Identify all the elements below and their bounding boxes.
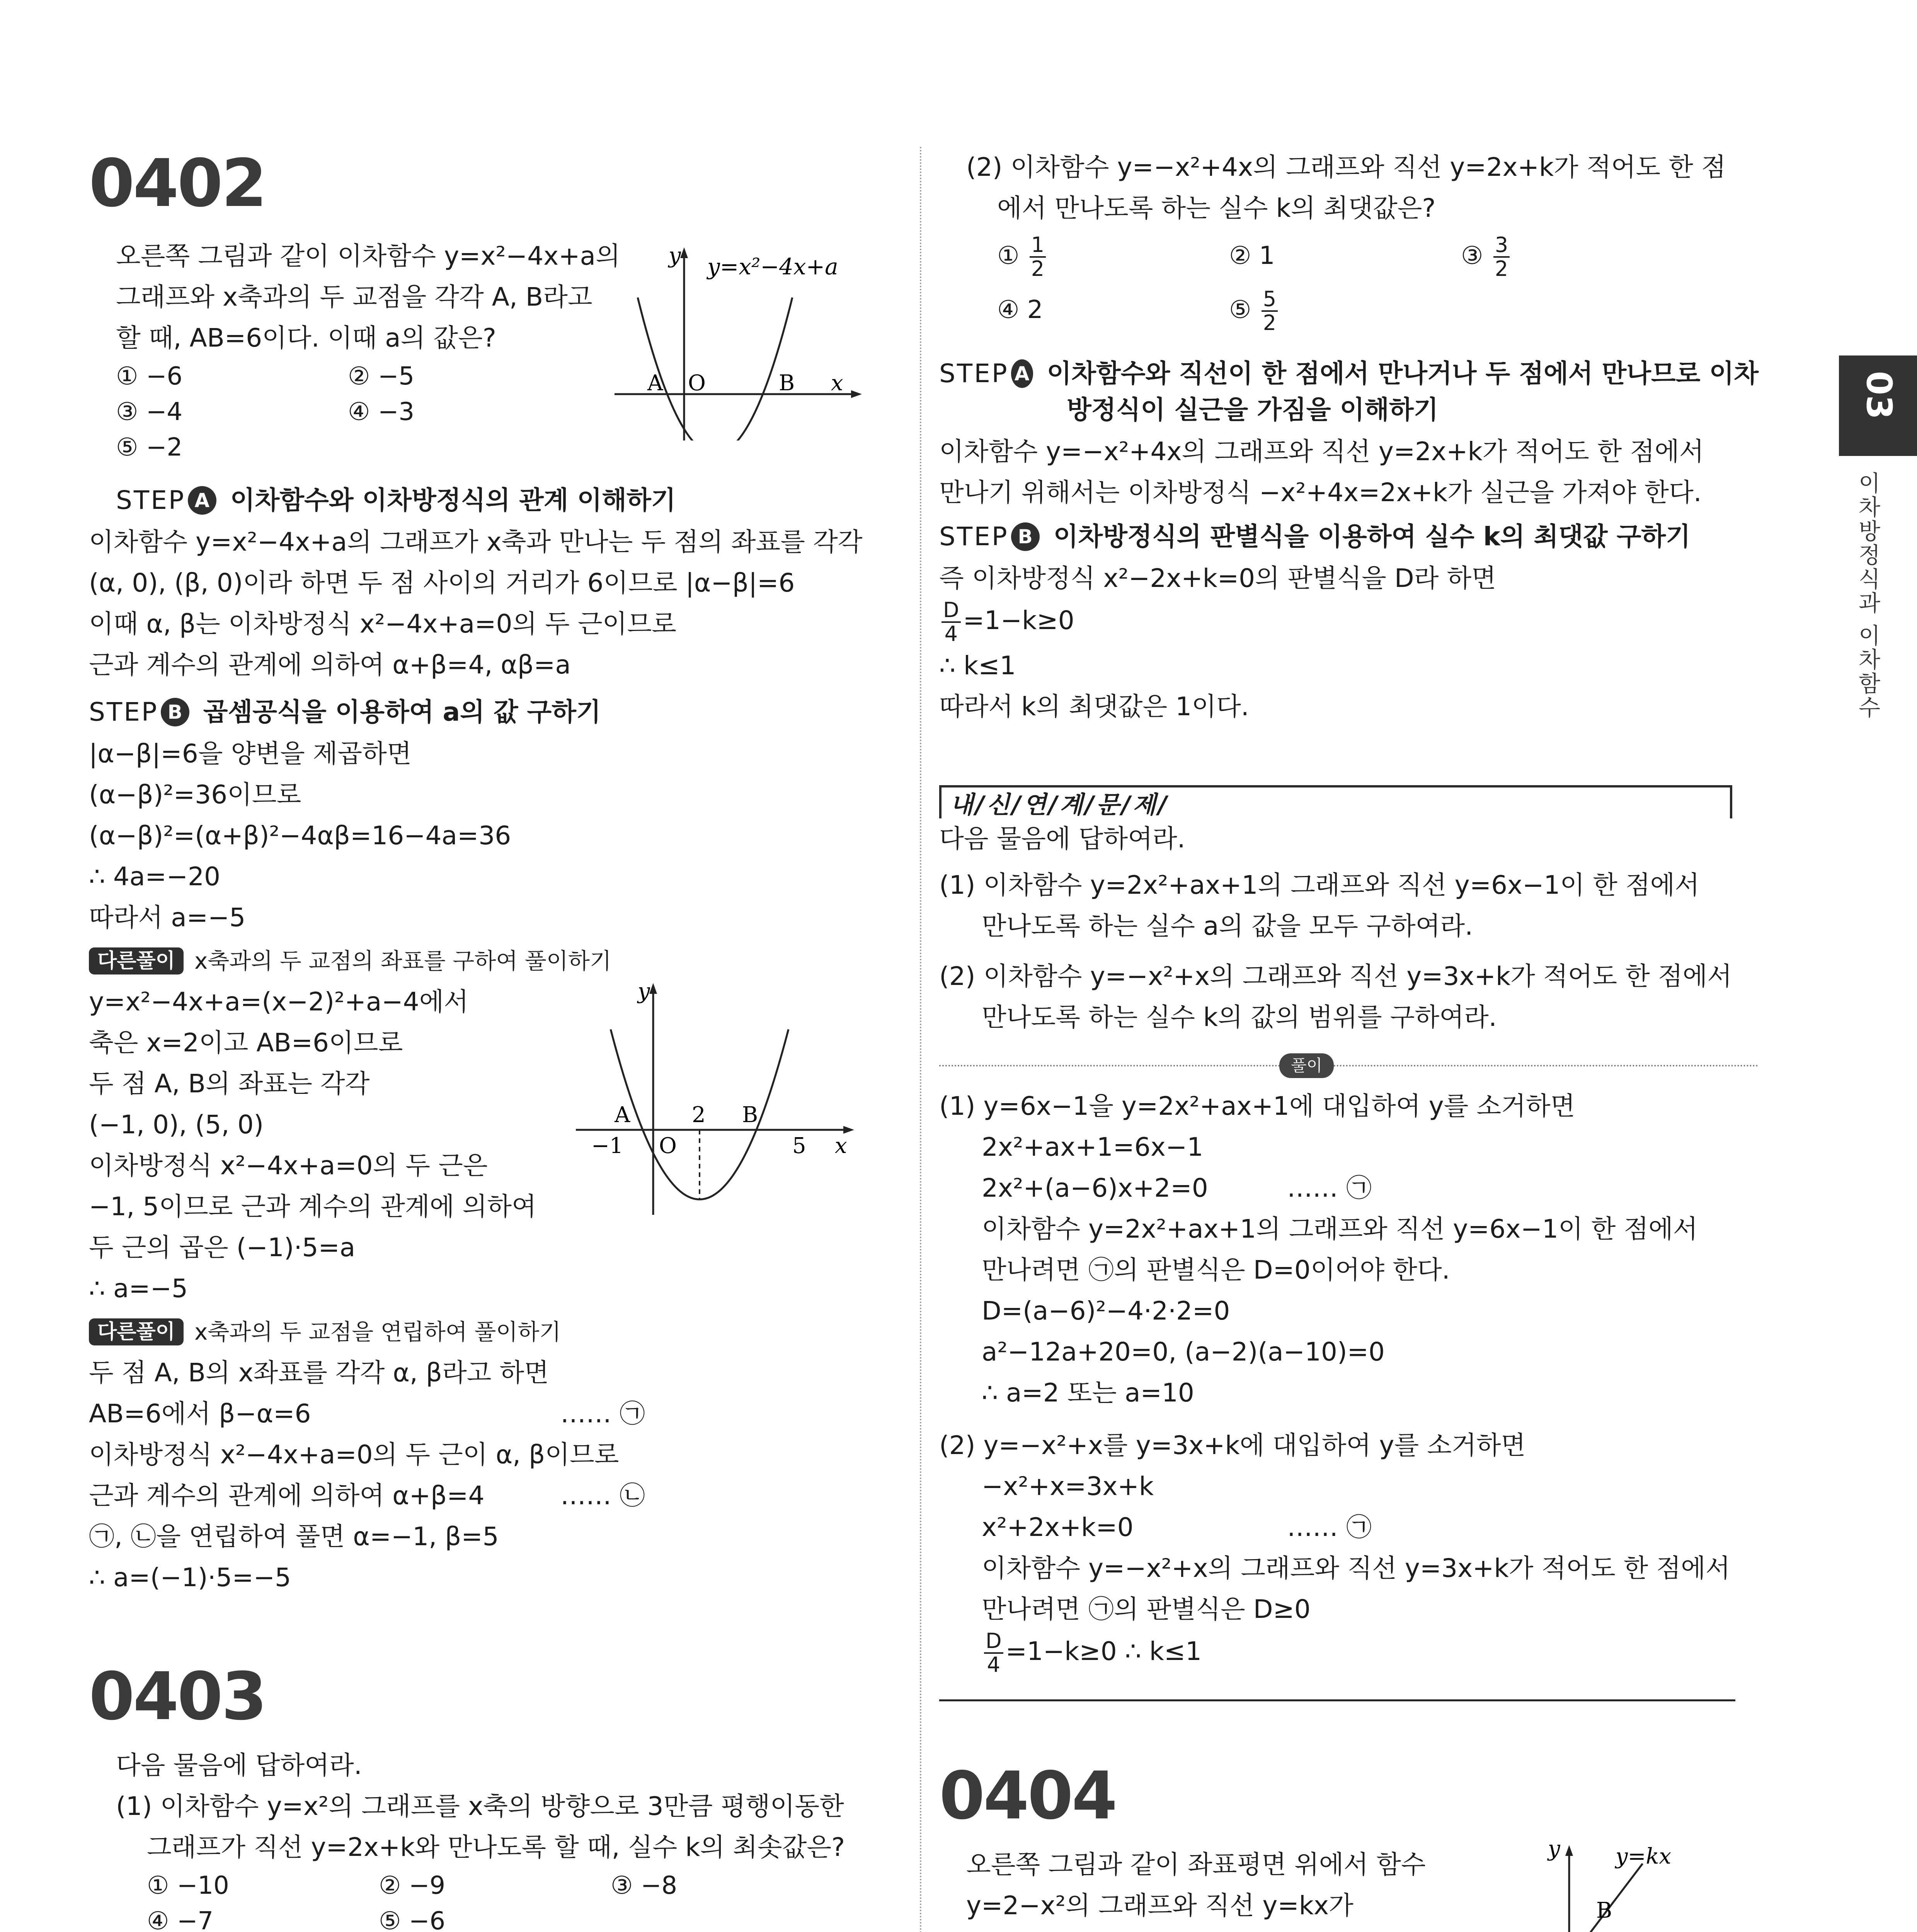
question-line: 그래프와 x축과의 두 교점을 각각 A, B라고 [116, 282, 592, 312]
solution-line: 만나려면 ㉠의 판별식은 D≥0 [982, 1594, 1311, 1624]
solution-line: AB=6에서 β−α=6 …… ㉠ [89, 1399, 645, 1429]
curve-label: y=x²−4x+a [707, 253, 838, 280]
y-axis-label: y [669, 243, 681, 268]
step-heading-cont: 방정식이 실근을 가짐을 이해하기 [1067, 395, 1439, 425]
question-line: (1) 이차함수 y=x²의 그래프를 x축의 방향으로 3만큼 평행이동한 [116, 1791, 844, 1821]
solution-line: −1, 5이므로 근과 계수의 관계에 의하여 [89, 1192, 536, 1221]
step-b-0403-2 [939, 515, 1759, 727]
y-axis-label: y [638, 979, 650, 1004]
choice[interactable]: ④ −3 [348, 398, 415, 426]
solution-line: y=x²−4x+a=(x−2)²+a−4에서 [89, 987, 469, 1017]
line-label: y=kx [1616, 1844, 1672, 1869]
naesin-box [939, 785, 1759, 1676]
solution-line: (2) y=−x²+x를 y=3x+k에 대입하여 y를 소거하면 [939, 1430, 1526, 1460]
choice[interactable]: ① −6 [116, 362, 183, 391]
solution-line: (−1, 0), (5, 0) [89, 1110, 264, 1139]
origin-label: O [659, 1133, 677, 1158]
step-heading: STEP A 이차함수와 직선이 한 점에서 만나거나 두 점에서 만나므로 이차 [939, 359, 1759, 388]
step-heading: STEP B 곱셈공식을 이용하여 a의 값 구하기 [89, 697, 601, 727]
step-heading: STEP B 이차방정식의 판별식을 이용하여 실수 k의 최댓값 구하기 [939, 522, 1691, 551]
solution-line: D=(a−6)²−4·2·2=0 [982, 1296, 1230, 1326]
left-column [89, 147, 893, 1932]
choice[interactable]: ② 1 [1229, 242, 1275, 270]
point-a: A [647, 371, 663, 396]
section-rule [939, 1699, 1735, 1701]
problem-0404-question [939, 1840, 1759, 1932]
choice[interactable]: ③ −4 [116, 398, 183, 426]
question-line: 오른쪽 그림과 같이 좌표평면 위에서 함수 [966, 1850, 1426, 1879]
problem-0402-question [89, 236, 893, 462]
choice[interactable]: ⑤ $\frac{5}{2}$ [1229, 283, 1461, 337]
choice[interactable]: ④ −7 [147, 1907, 214, 1932]
solution-line: ∴ 4a=−20 [89, 862, 220, 891]
alt-solution-2 [89, 1311, 893, 1598]
choice[interactable]: ⑤ −6 [379, 1907, 446, 1932]
problem-number-0404: 0404 [939, 1758, 1116, 1834]
x-axis-label: x [831, 371, 843, 396]
choice[interactable]: ② −9 [379, 1871, 446, 1900]
solution-line: (α−β)²=36이므로 [89, 780, 301, 810]
solution-line: ㉠, ㉡을 연립하여 풀면 α=−1, β=5 [89, 1522, 499, 1551]
solution-line: 두 근의 곱은 (−1)·5=a [89, 1233, 356, 1262]
chapter-number: 03 [1859, 371, 1899, 420]
x-axis-label: x [835, 1133, 847, 1158]
question-line: 할 때, AB=6이다. 이때 a의 값은? [116, 323, 496, 353]
solution-line: 2x²+ax+1=6x−1 [982, 1132, 1204, 1162]
naesin-title: 내/신/연/계/문/제/ [939, 785, 1732, 818]
solution-line: 만나기 위해서는 이차방정식 −x²+4x=2x+k가 실근을 가져야 한다. [939, 478, 1702, 507]
problem-number-0402: 0402 [89, 145, 266, 222]
tick-5: 5 [792, 1133, 806, 1158]
column-divider [920, 147, 921, 1932]
choice[interactable]: ⑤ −2 [116, 433, 183, 462]
naesin-intro: 다음 물음에 답하여라. [939, 824, 1185, 854]
solution-line: 두 점 A, B의 x좌표를 각각 α, β라고 하면 [89, 1358, 549, 1388]
step-a-0403-2 [939, 352, 1759, 513]
solution-line: a²−12a+20=0, (a−2)(a−10)=0 [982, 1337, 1385, 1367]
problem-0403-q2 [939, 147, 1759, 337]
solution-line: −x²+x=3x+k [982, 1471, 1154, 1501]
solution-line: 이차함수 y=x²−4x+a의 그래프가 x축과 만나는 두 점의 좌표를 각각 [89, 527, 863, 557]
question-line: 에서 만나도록 하는 실수 k의 최댓값은? [997, 193, 1436, 223]
y-axis-label: y [1548, 1840, 1560, 1861]
alt-heading: 다른풀이 x축과의 두 교점을 연립하여 풀이하기 [89, 1311, 893, 1352]
right-column [939, 147, 1759, 1932]
step-a-0402 [89, 479, 893, 685]
point-a: A [615, 1102, 630, 1128]
solution-line: (1) y=6x−1을 y=2x²+ax+1에 대입하여 y를 소거하면 [939, 1091, 1575, 1121]
question-line: 다음 물음에 답하여라. [116, 1750, 362, 1780]
choices-0403-2 [939, 229, 1759, 337]
point-b: B [742, 1102, 758, 1128]
solution-line: (α, 0), (β, 0)이라 하면 두 점 사이의 거리가 6이므로 |α−β|=6 [89, 568, 795, 598]
solution-line: |α−β|=6을 양변을 제곱하면 [89, 739, 412, 769]
origin-label: O [688, 371, 706, 396]
choice[interactable]: ① $\frac{1}{2}$ [997, 229, 1229, 283]
alt-heading: 다른풀이 x축과의 두 교점의 좌표를 구하여 풀이하기 [89, 940, 893, 981]
solution-line: 근과 계수의 관계에 의하여 α+β=4, αβ=a [89, 650, 571, 680]
solution-line: 두 점 A, B의 좌표는 각각 [89, 1069, 370, 1099]
tick-2: 2 [692, 1102, 706, 1128]
solution-line: ∴ k≤1 [939, 651, 1016, 680]
solution-line: ∴ a=(−1)·5=−5 [89, 1563, 291, 1592]
solution-line: ∴ a=−5 [89, 1274, 188, 1303]
solution-line: 근과 계수의 관계에 의하여 α+β=4 …… ㉡ [89, 1481, 645, 1510]
question-line: 오른쪽 그림과 같이 이차함수 y=x²−4x+a의 [116, 241, 620, 271]
alt-solution-1 [89, 940, 893, 1309]
parabola-graph-alt [576, 975, 862, 1223]
choice[interactable]: ③ $\frac{3}{2}$ [1461, 229, 1693, 283]
solution-line: 이차함수 y=−x²+4x의 그래프와 직선 y=2x+k가 적어도 한 점에서 [939, 437, 1704, 466]
parabola-graph-0402 [615, 240, 885, 440]
solution-line: 2x²+(a−6)x+2=0 …… ㉠ [982, 1173, 1372, 1203]
choices-0403-1 [89, 1868, 893, 1932]
step-heading: STEP A 이차함수와 이차방정식의 관계 이해하기 [116, 485, 676, 515]
solution-line: ∴ a=2 또는 a=10 [982, 1378, 1194, 1408]
solution-line: x²+2x+k=0 …… ㉠ [982, 1512, 1372, 1542]
solution-line: 따라서 k의 최댓값은 1이다. [939, 692, 1249, 721]
solution-line: 이때 α, β는 이차방정식 x²−4x+a=0의 두 근이므로 [89, 609, 676, 639]
choice[interactable]: ④ 2 [997, 296, 1043, 324]
naesin-question: 만나도록 하는 실수 k의 값의 범위를 구하여라. [982, 1002, 1497, 1032]
solution-line: (α−β)²=(α+β)²−4αβ=16−4a=36 [89, 821, 511, 850]
solution-line: 따라서 a=−5 [89, 903, 246, 932]
solution-line: 이차함수 y=−x²+x의 그래프와 직선 y=3x+k가 적어도 한 점에서 [982, 1553, 1730, 1583]
parabola-line-graph-0404 [1449, 1840, 1735, 1932]
naesin-question: (2) 이차함수 y=−x²+x의 그래프와 직선 y=3x+k가 적어도 한 점에서 [939, 961, 1732, 991]
solution-line: $\frac{D}{4}$ =1−k≥0 ∴ k≤1 [939, 1630, 1759, 1676]
solution-line: 이차함수 y=2x²+ax+1의 그래프와 직선 y=6x−1이 한 점에서 [982, 1214, 1698, 1244]
solution-line: 축은 x=2이고 AB=6이므로 [89, 1028, 403, 1058]
solution-line: 이차방정식 x²−4x+a=0의 두 근이 α, β이므로 [89, 1440, 619, 1469]
choice[interactable]: ③ −8 [611, 1871, 678, 1900]
solution-divider [939, 1056, 1759, 1075]
choice[interactable]: ② −5 [348, 362, 415, 391]
step-b-0402 [89, 691, 893, 938]
tick-minus1: −1 [591, 1133, 623, 1158]
naesin-question: 만나도록 하는 실수 a의 값을 모두 구하여라. [982, 911, 1473, 941]
solution-label: 풀이 [1279, 1053, 1334, 1078]
question-line: (2) 이차함수 y=−x²+4x의 그래프와 직선 y=2x+k가 적어도 한 점 [966, 152, 1726, 182]
solution-line: $\frac{D}{4}$ =1−k≥0 [939, 599, 1759, 645]
chapter-tab [1839, 355, 1917, 456]
choice[interactable]: ① −10 [147, 1871, 229, 1900]
question-line: 그래프가 직선 y=2x+k와 만나도록 할 때, 실수 k의 최솟값은? [147, 1832, 845, 1862]
question-line: y=2−x²의 그래프와 직선 y=kx가 [966, 1891, 1353, 1920]
solution-line: 이차방정식 x²−4x+a=0의 두 근은 [89, 1151, 488, 1180]
chapter-title: 이차방정식과 이차함수 [1854, 471, 1881, 720]
solution-line: 만나려면 ㉠의 판별식은 D=0이어야 한다. [982, 1255, 1450, 1285]
solution-line: 즉 이차방정식 x²−2x+k=0의 판별식을 D라 하면 [939, 563, 1496, 593]
naesin-question: (1) 이차함수 y=2x²+ax+1의 그래프와 직선 y=6x−1이 한 점에서 [939, 870, 1700, 900]
problem-number-0403: 0403 [89, 1658, 266, 1735]
point-b: B [1596, 1898, 1612, 1923]
problem-0403-question [89, 1745, 893, 1932]
point-b: B [779, 371, 795, 396]
